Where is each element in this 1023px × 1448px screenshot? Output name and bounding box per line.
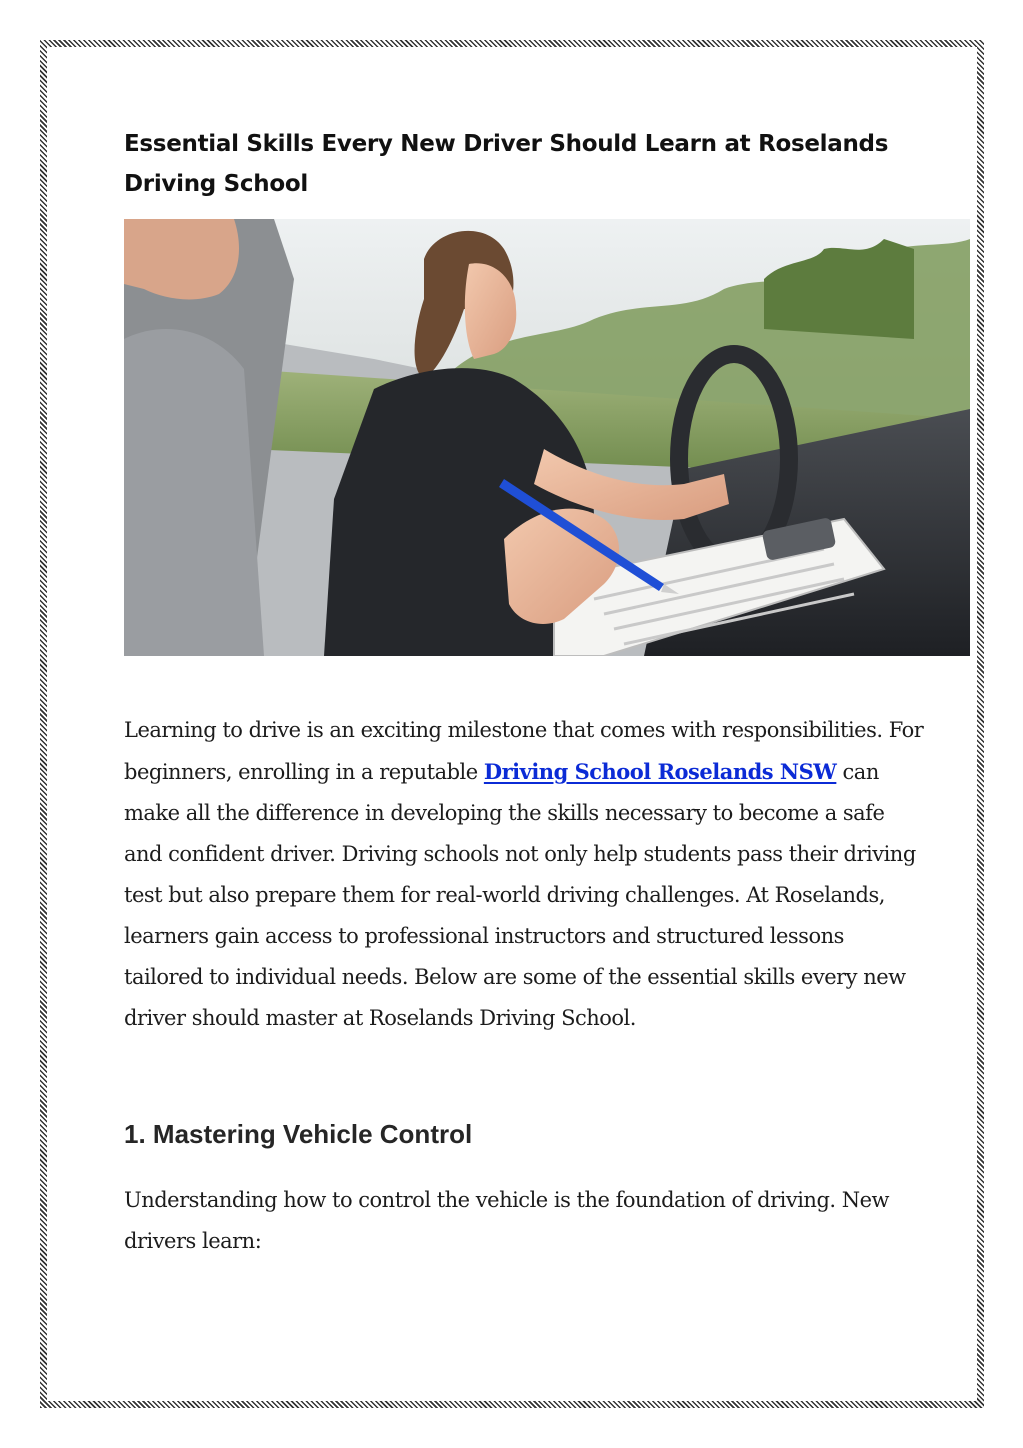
driving-lesson-photo-icon (124, 219, 970, 656)
intro-text-after-link: can make all the difference in developing the skills necessary to become a safe and confident driver. Driving schools not only help students pass their driving test but also prepare them for real-world driving challenges. At Roselands, learners gain access to professional instructors and structured lessons tailored to individual needs. Below are some of the essential skills every new driver should master at Roselands Driving School. (124, 760, 916, 1030)
section-heading: 1. Mastering Vehicle Control (124, 1119, 473, 1149)
intro-text-before-link: Learning to drive is an exciting milestone that comes with responsibilities. For beginners, enrolling in a reputable (124, 718, 924, 784)
driving-lesson-photo (124, 219, 970, 656)
driving-school-link[interactable]: Driving School Roselands NSW (483, 759, 837, 784)
section-body: Understanding how to control the vehicle is the foundation of driving. New drivers learn: (124, 1188, 890, 1253)
intro-paragraph (124, 710, 924, 1039)
document-title: Essential Skills Every New Driver Should Learn at Roselands Driving School (124, 131, 889, 197)
